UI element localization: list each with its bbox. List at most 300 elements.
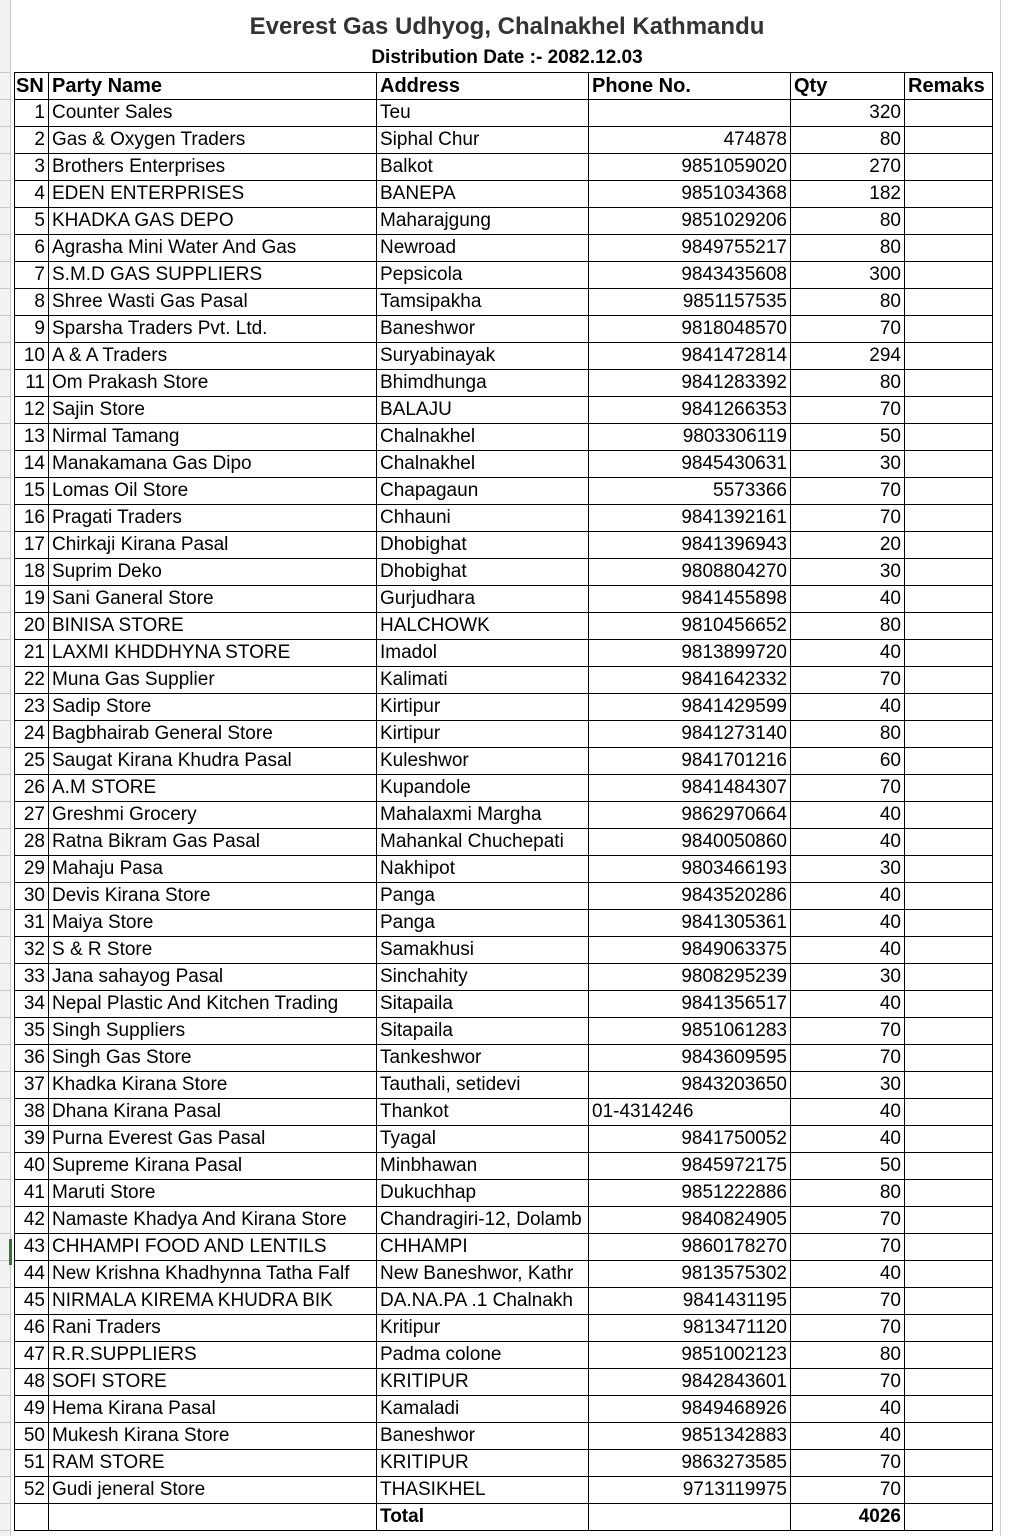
remarks-cell[interactable] <box>905 586 993 613</box>
remarks-cell[interactable] <box>905 1477 993 1504</box>
sn-cell[interactable]: 20 <box>15 613 49 640</box>
phone-cell[interactable]: 9851061283 <box>589 1018 791 1045</box>
remarks-cell[interactable] <box>905 1072 993 1099</box>
sn-cell[interactable]: 36 <box>15 1045 49 1072</box>
party-name-cell[interactable]: Namaste Khadya And Kirana Store <box>49 1207 377 1234</box>
party-name-cell[interactable]: Dhana Kirana Pasal <box>49 1099 377 1126</box>
remarks-cell[interactable] <box>905 505 993 532</box>
address-cell[interactable]: Kirtipur <box>377 721 589 748</box>
party-name-cell[interactable]: S.M.D GAS SUPPLIERS <box>49 262 377 289</box>
remarks-cell[interactable] <box>905 964 993 991</box>
remarks-cell[interactable] <box>905 154 993 181</box>
party-name-cell[interactable]: Mahaju Pasa <box>49 856 377 883</box>
sn-cell[interactable]: 27 <box>15 802 49 829</box>
qty-cell[interactable]: 80 <box>791 235 905 262</box>
qty-cell[interactable]: 40 <box>791 802 905 829</box>
remarks-cell[interactable] <box>905 397 993 424</box>
address-cell[interactable]: Pepsicola <box>377 262 589 289</box>
sn-cell[interactable]: 15 <box>15 478 49 505</box>
party-name-cell[interactable]: Devis Kirana Store <box>49 883 377 910</box>
remarks-cell[interactable] <box>905 640 993 667</box>
qty-cell[interactable]: 80 <box>791 289 905 316</box>
party-name-cell[interactable]: Maruti Store <box>49 1180 377 1207</box>
qty-cell[interactable]: 70 <box>791 775 905 802</box>
remarks-cell[interactable] <box>905 721 993 748</box>
qty-cell[interactable]: 80 <box>791 208 905 235</box>
phone-cell[interactable]: 9849063375 <box>589 937 791 964</box>
address-cell[interactable]: Panga <box>377 883 589 910</box>
qty-cell[interactable]: 40 <box>791 586 905 613</box>
phone-cell[interactable]: 9860178270 <box>589 1234 791 1261</box>
phone-cell[interactable]: 9841750052 <box>589 1126 791 1153</box>
sn-cell[interactable]: 35 <box>15 1018 49 1045</box>
sn-cell[interactable]: 32 <box>15 937 49 964</box>
party-name-cell[interactable]: Gudi jeneral Store <box>49 1477 377 1504</box>
phone-cell[interactable]: 9851157535 <box>589 289 791 316</box>
party-name-cell[interactable]: Maiya Store <box>49 910 377 937</box>
party-name-cell[interactable]: Pragati Traders <box>49 505 377 532</box>
sn-cell[interactable]: 41 <box>15 1180 49 1207</box>
qty-cell[interactable]: 80 <box>791 1342 905 1369</box>
party-name-cell[interactable]: Rani Traders <box>49 1315 377 1342</box>
header-qty[interactable]: Qty <box>791 73 905 100</box>
phone-cell[interactable]: 9813899720 <box>589 640 791 667</box>
party-name-cell[interactable]: Hema Kirana Pasal <box>49 1396 377 1423</box>
phone-cell[interactable]: 9843203650 <box>589 1072 791 1099</box>
sn-cell[interactable]: 6 <box>15 235 49 262</box>
party-name-cell[interactable]: Lomas Oil Store <box>49 478 377 505</box>
address-cell[interactable]: Baneshwor <box>377 316 589 343</box>
sn-cell[interactable]: 21 <box>15 640 49 667</box>
address-cell[interactable]: Kirtipur <box>377 694 589 721</box>
sn-cell[interactable]: 45 <box>15 1288 49 1315</box>
phone-cell[interactable]: 9841283392 <box>589 370 791 397</box>
qty-cell[interactable]: 40 <box>791 1423 905 1450</box>
qty-cell[interactable]: 30 <box>791 559 905 586</box>
sn-cell[interactable]: 40 <box>15 1153 49 1180</box>
sn-cell[interactable]: 24 <box>15 721 49 748</box>
party-name-cell[interactable]: Brothers Enterprises <box>49 154 377 181</box>
qty-cell[interactable]: 40 <box>791 1261 905 1288</box>
party-name-cell[interactable]: Jana sahayog Pasal <box>49 964 377 991</box>
header-remarks[interactable]: Remaks <box>905 73 993 100</box>
sn-cell[interactable]: 13 <box>15 424 49 451</box>
phone-cell[interactable]: 9818048570 <box>589 316 791 343</box>
phone-cell[interactable]: 9841455898 <box>589 586 791 613</box>
total-sn-cell[interactable] <box>15 1504 49 1531</box>
sn-cell[interactable]: 48 <box>15 1369 49 1396</box>
remarks-cell[interactable] <box>905 1180 993 1207</box>
phone-cell[interactable]: 9808804270 <box>589 559 791 586</box>
address-cell[interactable]: Tankeshwor <box>377 1045 589 1072</box>
address-cell[interactable]: Mahankal Chuchepati <box>377 829 589 856</box>
party-name-cell[interactable]: Suprim Deko <box>49 559 377 586</box>
remarks-cell[interactable] <box>905 1261 993 1288</box>
qty-cell[interactable]: 80 <box>791 613 905 640</box>
sn-cell[interactable]: 37 <box>15 1072 49 1099</box>
qty-cell[interactable]: 50 <box>791 424 905 451</box>
address-cell[interactable]: Sinchahity <box>377 964 589 991</box>
address-cell[interactable]: Chalnakhel <box>377 424 589 451</box>
sn-cell[interactable]: 17 <box>15 532 49 559</box>
phone-cell[interactable]: 9841266353 <box>589 397 791 424</box>
remarks-cell[interactable] <box>905 289 993 316</box>
address-cell[interactable]: Kamaladi <box>377 1396 589 1423</box>
qty-cell[interactable]: 270 <box>791 154 905 181</box>
address-cell[interactable]: HALCHOWK <box>377 613 589 640</box>
phone-cell[interactable]: 9849755217 <box>589 235 791 262</box>
remarks-cell[interactable] <box>905 1369 993 1396</box>
qty-cell[interactable]: 80 <box>791 127 905 154</box>
phone-cell[interactable]: 9840824905 <box>589 1207 791 1234</box>
sn-cell[interactable]: 42 <box>15 1207 49 1234</box>
party-name-cell[interactable]: Sadip Store <box>49 694 377 721</box>
remarks-cell[interactable] <box>905 478 993 505</box>
party-name-cell[interactable]: CHHAMPI FOOD AND LENTILS <box>49 1234 377 1261</box>
sn-cell[interactable]: 39 <box>15 1126 49 1153</box>
address-cell[interactable]: Dhobighat <box>377 559 589 586</box>
qty-cell[interactable]: 40 <box>791 937 905 964</box>
sn-cell[interactable]: 9 <box>15 316 49 343</box>
sn-cell[interactable]: 31 <box>15 910 49 937</box>
remarks-cell[interactable] <box>905 451 993 478</box>
party-name-cell[interactable]: R.R.SUPPLIERS <box>49 1342 377 1369</box>
qty-cell[interactable]: 70 <box>791 505 905 532</box>
phone-cell[interactable]: 9851059020 <box>589 154 791 181</box>
qty-cell[interactable]: 40 <box>791 1099 905 1126</box>
remarks-cell[interactable] <box>905 883 993 910</box>
party-name-cell[interactable]: Sajin Store <box>49 397 377 424</box>
remarks-cell[interactable] <box>905 1396 993 1423</box>
sn-cell[interactable]: 16 <box>15 505 49 532</box>
qty-cell[interactable]: 70 <box>791 1477 905 1504</box>
phone-cell[interactable]: 9863273585 <box>589 1450 791 1477</box>
qty-cell[interactable]: 70 <box>791 1234 905 1261</box>
phone-cell[interactable]: 9841429599 <box>589 694 791 721</box>
remarks-cell[interactable] <box>905 1045 993 1072</box>
sn-cell[interactable]: 4 <box>15 181 49 208</box>
address-cell[interactable]: Siphal Chur <box>377 127 589 154</box>
total-remarks-cell[interactable] <box>905 1504 993 1531</box>
remarks-cell[interactable] <box>905 370 993 397</box>
qty-cell[interactable]: 70 <box>791 1207 905 1234</box>
sn-cell[interactable]: 1 <box>15 100 49 127</box>
party-name-cell[interactable]: Purna Everest Gas Pasal <box>49 1126 377 1153</box>
phone-cell[interactable]: 9851342883 <box>589 1423 791 1450</box>
party-name-cell[interactable]: Saugat Kirana Khudra Pasal <box>49 748 377 775</box>
address-cell[interactable]: Nakhipot <box>377 856 589 883</box>
sn-cell[interactable]: 52 <box>15 1477 49 1504</box>
sn-cell[interactable]: 46 <box>15 1315 49 1342</box>
phone-cell[interactable]: 9841273140 <box>589 721 791 748</box>
address-cell[interactable]: KRITIPUR <box>377 1369 589 1396</box>
address-cell[interactable]: Sitapaila <box>377 991 589 1018</box>
party-name-cell[interactable]: Ratna Bikram Gas Pasal <box>49 829 377 856</box>
qty-cell[interactable]: 40 <box>791 640 905 667</box>
remarks-cell[interactable] <box>905 343 993 370</box>
phone-cell[interactable]: 9841392161 <box>589 505 791 532</box>
sn-cell[interactable]: 47 <box>15 1342 49 1369</box>
phone-cell[interactable]: 9841305361 <box>589 910 791 937</box>
address-cell[interactable]: Tyagal <box>377 1126 589 1153</box>
remarks-cell[interactable] <box>905 181 993 208</box>
party-name-cell[interactable]: Bagbhairab General Store <box>49 721 377 748</box>
address-cell[interactable]: Mahalaxmi Margha <box>377 802 589 829</box>
phone-cell[interactable]: 9851002123 <box>589 1342 791 1369</box>
sn-cell[interactable]: 49 <box>15 1396 49 1423</box>
header-address[interactable]: Address <box>377 73 589 100</box>
phone-cell[interactable]: 9843435608 <box>589 262 791 289</box>
phone-cell[interactable]: 5573366 <box>589 478 791 505</box>
sn-cell[interactable]: 8 <box>15 289 49 316</box>
party-name-cell[interactable]: Khadka Kirana Store <box>49 1072 377 1099</box>
address-cell[interactable]: Kritipur <box>377 1315 589 1342</box>
party-name-cell[interactable]: EDEN ENTERPRISES <box>49 181 377 208</box>
party-name-cell[interactable]: Nepal Plastic And Kitchen Trading <box>49 991 377 1018</box>
phone-cell[interactable]: 9841484307 <box>589 775 791 802</box>
sn-cell[interactable]: 5 <box>15 208 49 235</box>
sn-cell[interactable]: 10 <box>15 343 49 370</box>
phone-cell[interactable]: 9813471120 <box>589 1315 791 1342</box>
qty-cell[interactable]: 40 <box>791 1126 905 1153</box>
qty-cell[interactable]: 40 <box>791 829 905 856</box>
party-name-cell[interactable]: Supreme Kirana Pasal <box>49 1153 377 1180</box>
address-cell[interactable]: Dhobighat <box>377 532 589 559</box>
address-cell[interactable]: BALAJU <box>377 397 589 424</box>
total-qty[interactable]: 4026 <box>791 1504 905 1531</box>
party-name-cell[interactable]: Muna Gas Supplier <box>49 667 377 694</box>
qty-cell[interactable]: 30 <box>791 1072 905 1099</box>
qty-cell[interactable]: 320 <box>791 100 905 127</box>
sn-cell[interactable]: 30 <box>15 883 49 910</box>
remarks-cell[interactable] <box>905 316 993 343</box>
phone-cell[interactable]: 9851222886 <box>589 1180 791 1207</box>
phone-cell[interactable]: 9843520286 <box>589 883 791 910</box>
qty-cell[interactable]: 70 <box>791 1018 905 1045</box>
phone-cell[interactable]: 9841472814 <box>589 343 791 370</box>
party-name-cell[interactable]: Manakamana Gas Dipo <box>49 451 377 478</box>
remarks-cell[interactable] <box>905 1234 993 1261</box>
party-name-cell[interactable]: New Krishna Khadhynna Tatha Falf <box>49 1261 377 1288</box>
phone-cell[interactable]: 9841356517 <box>589 991 791 1018</box>
remarks-cell[interactable] <box>905 532 993 559</box>
address-cell[interactable]: Bhimdhunga <box>377 370 589 397</box>
phone-cell[interactable]: 9803466193 <box>589 856 791 883</box>
sn-cell[interactable]: 19 <box>15 586 49 613</box>
party-name-cell[interactable]: Greshmi Grocery <box>49 802 377 829</box>
total-label[interactable]: Total <box>377 1504 589 1531</box>
address-cell[interactable]: CHHAMPI <box>377 1234 589 1261</box>
party-name-cell[interactable]: Chirkaji Kirana Pasal <box>49 532 377 559</box>
phone-cell[interactable]: 9843609595 <box>589 1045 791 1072</box>
qty-cell[interactable]: 70 <box>791 397 905 424</box>
address-cell[interactable]: KRITIPUR <box>377 1450 589 1477</box>
remarks-cell[interactable] <box>905 775 993 802</box>
remarks-cell[interactable] <box>905 1315 993 1342</box>
qty-cell[interactable]: 70 <box>791 1045 905 1072</box>
address-cell[interactable]: Kuleshwor <box>377 748 589 775</box>
address-cell[interactable]: Chalnakhel <box>377 451 589 478</box>
qty-cell[interactable]: 40 <box>791 991 905 1018</box>
remarks-cell[interactable] <box>905 937 993 964</box>
address-cell[interactable]: Suryabinayak <box>377 343 589 370</box>
party-name-cell[interactable]: Shree Wasti Gas Pasal <box>49 289 377 316</box>
qty-cell[interactable]: 70 <box>791 1369 905 1396</box>
address-cell[interactable]: DA.NA.PA .1 Chalnakh <box>377 1288 589 1315</box>
phone-cell[interactable]: 9810456652 <box>589 613 791 640</box>
total-party-cell[interactable] <box>49 1504 377 1531</box>
remarks-cell[interactable] <box>905 559 993 586</box>
sn-cell[interactable]: 2 <box>15 127 49 154</box>
sn-cell[interactable]: 26 <box>15 775 49 802</box>
address-cell[interactable]: Chandragiri-12, Dolamb <box>377 1207 589 1234</box>
remarks-cell[interactable] <box>905 829 993 856</box>
sn-cell[interactable]: 14 <box>15 451 49 478</box>
phone-cell[interactable]: 9841431195 <box>589 1288 791 1315</box>
address-cell[interactable]: Chapagaun <box>377 478 589 505</box>
qty-cell[interactable]: 80 <box>791 721 905 748</box>
address-cell[interactable]: Teu <box>377 100 589 127</box>
sn-cell[interactable]: 23 <box>15 694 49 721</box>
total-phone-cell[interactable] <box>589 1504 791 1531</box>
qty-cell[interactable]: 70 <box>791 478 905 505</box>
remarks-cell[interactable] <box>905 910 993 937</box>
remarks-cell[interactable] <box>905 856 993 883</box>
remarks-cell[interactable] <box>905 1207 993 1234</box>
sn-cell[interactable]: 44 <box>15 1261 49 1288</box>
phone-cell[interactable]: 9851029206 <box>589 208 791 235</box>
sn-cell[interactable]: 25 <box>15 748 49 775</box>
qty-cell[interactable]: 80 <box>791 1180 905 1207</box>
party-name-cell[interactable]: NIRMALA KIREMA KHUDRA BIK <box>49 1288 377 1315</box>
phone-cell[interactable]: 9841642332 <box>589 667 791 694</box>
phone-cell[interactable]: 9813575302 <box>589 1261 791 1288</box>
sn-cell[interactable]: 33 <box>15 964 49 991</box>
header-sn[interactable]: SN <box>15 73 49 100</box>
party-name-cell[interactable]: Mukesh Kirana Store <box>49 1423 377 1450</box>
address-cell[interactable]: Maharajgung <box>377 208 589 235</box>
remarks-cell[interactable] <box>905 1099 993 1126</box>
remarks-cell[interactable] <box>905 127 993 154</box>
remarks-cell[interactable] <box>905 1126 993 1153</box>
phone-cell[interactable]: 9841701216 <box>589 748 791 775</box>
phone-cell[interactable]: 9849468926 <box>589 1396 791 1423</box>
qty-cell[interactable]: 300 <box>791 262 905 289</box>
qty-cell[interactable]: 70 <box>791 1288 905 1315</box>
qty-cell[interactable]: 40 <box>791 694 905 721</box>
address-cell[interactable]: Samakhusi <box>377 937 589 964</box>
remarks-cell[interactable] <box>905 100 993 127</box>
sn-cell[interactable]: 29 <box>15 856 49 883</box>
address-cell[interactable]: Tauthali, setidevi <box>377 1072 589 1099</box>
address-cell[interactable]: New Baneshwor, Kathr <box>377 1261 589 1288</box>
qty-cell[interactable]: 80 <box>791 370 905 397</box>
party-name-cell[interactable]: Counter Sales <box>49 100 377 127</box>
remarks-cell[interactable] <box>905 1423 993 1450</box>
sn-cell[interactable]: 12 <box>15 397 49 424</box>
phone-cell[interactable]: 9841396943 <box>589 532 791 559</box>
qty-cell[interactable]: 20 <box>791 532 905 559</box>
address-cell[interactable]: Newroad <box>377 235 589 262</box>
remarks-cell[interactable] <box>905 802 993 829</box>
phone-cell[interactable]: 01-4314246 <box>589 1099 791 1126</box>
sn-cell[interactable]: 43 <box>15 1234 49 1261</box>
qty-cell[interactable]: 182 <box>791 181 905 208</box>
party-name-cell[interactable]: Gas & Oxygen Traders <box>49 127 377 154</box>
qty-cell[interactable]: 40 <box>791 1396 905 1423</box>
party-name-cell[interactable]: A.M STORE <box>49 775 377 802</box>
address-cell[interactable]: THASIKHEL <box>377 1477 589 1504</box>
sn-cell[interactable]: 7 <box>15 262 49 289</box>
address-cell[interactable]: Padma colone <box>377 1342 589 1369</box>
sn-cell[interactable]: 11 <box>15 370 49 397</box>
qty-cell[interactable]: 70 <box>791 1450 905 1477</box>
party-name-cell[interactable]: KHADKA GAS DEPO <box>49 208 377 235</box>
party-name-cell[interactable]: Sparsha Traders Pvt. Ltd. <box>49 316 377 343</box>
phone-cell[interactable]: 9845972175 <box>589 1153 791 1180</box>
remarks-cell[interactable] <box>905 667 993 694</box>
remarks-cell[interactable] <box>905 748 993 775</box>
party-name-cell[interactable]: Nirmal Tamang <box>49 424 377 451</box>
party-name-cell[interactable]: Singh Suppliers <box>49 1018 377 1045</box>
qty-cell[interactable]: 60 <box>791 748 905 775</box>
address-cell[interactable]: Gurjudhara <box>377 586 589 613</box>
remarks-cell[interactable] <box>905 1288 993 1315</box>
phone-cell[interactable]: 9808295239 <box>589 964 791 991</box>
phone-cell[interactable]: 9803306119 <box>589 424 791 451</box>
party-name-cell[interactable]: RAM STORE <box>49 1450 377 1477</box>
address-cell[interactable]: BANEPA <box>377 181 589 208</box>
phone-cell[interactable]: 9842843601 <box>589 1369 791 1396</box>
sn-cell[interactable]: 38 <box>15 1099 49 1126</box>
address-cell[interactable]: Thankot <box>377 1099 589 1126</box>
remarks-cell[interactable] <box>905 1153 993 1180</box>
address-cell[interactable]: Panga <box>377 910 589 937</box>
phone-cell[interactable] <box>589 100 791 127</box>
party-name-cell[interactable]: S & R Store <box>49 937 377 964</box>
party-name-cell[interactable]: Om Prakash Store <box>49 370 377 397</box>
qty-cell[interactable]: 30 <box>791 964 905 991</box>
address-cell[interactable]: Chhauni <box>377 505 589 532</box>
party-name-cell[interactable]: Sani Ganeral Store <box>49 586 377 613</box>
address-cell[interactable]: Imadol <box>377 640 589 667</box>
qty-cell[interactable]: 30 <box>791 856 905 883</box>
remarks-cell[interactable] <box>905 235 993 262</box>
address-cell[interactable]: Minbhawan <box>377 1153 589 1180</box>
phone-cell[interactable]: 474878 <box>589 127 791 154</box>
remarks-cell[interactable] <box>905 991 993 1018</box>
remarks-cell[interactable] <box>905 424 993 451</box>
address-cell[interactable]: Sitapaila <box>377 1018 589 1045</box>
sn-cell[interactable]: 28 <box>15 829 49 856</box>
party-name-cell[interactable]: A & A Traders <box>49 343 377 370</box>
address-cell[interactable]: Dukuchhap <box>377 1180 589 1207</box>
sn-cell[interactable]: 22 <box>15 667 49 694</box>
header-party-name[interactable]: Party Name <box>49 73 377 100</box>
address-cell[interactable]: Kalimati <box>377 667 589 694</box>
remarks-cell[interactable] <box>905 208 993 235</box>
sn-cell[interactable]: 3 <box>15 154 49 181</box>
sn-cell[interactable]: 50 <box>15 1423 49 1450</box>
qty-cell[interactable]: 294 <box>791 343 905 370</box>
phone-cell[interactable]: 9862970664 <box>589 802 791 829</box>
remarks-cell[interactable] <box>905 1342 993 1369</box>
sn-cell[interactable]: 51 <box>15 1450 49 1477</box>
qty-cell[interactable]: 50 <box>791 1153 905 1180</box>
address-cell[interactable]: Kupandole <box>377 775 589 802</box>
party-name-cell[interactable]: BINISA STORE <box>49 613 377 640</box>
qty-cell[interactable]: 30 <box>791 451 905 478</box>
